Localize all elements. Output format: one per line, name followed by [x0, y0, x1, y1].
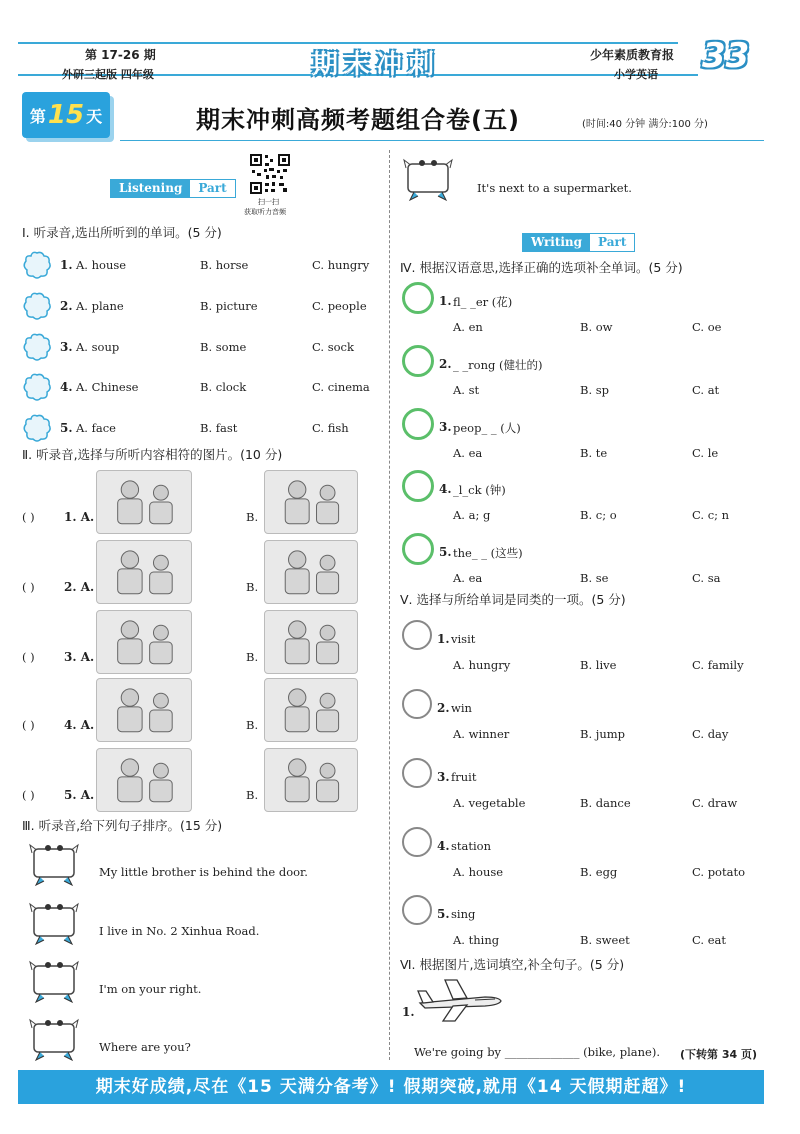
option-c[interactable]: C. eat: [692, 933, 726, 947]
option-b[interactable]: B. dance: [580, 796, 631, 810]
question-word: visit: [451, 632, 476, 646]
option-a[interactable]: A. soup: [76, 340, 120, 354]
picture-option-a[interactable]: [96, 748, 192, 812]
column-divider: [389, 150, 390, 1060]
circle-marker-icon: [402, 827, 432, 857]
option-a[interactable]: A. house: [453, 865, 504, 879]
picture-option-a[interactable]: [96, 540, 192, 604]
section-5-title: Ⅴ. 选择与所给单词是同类的一项。(5 分): [400, 592, 626, 607]
day-suffix: 天: [86, 106, 103, 126]
speech-bubble-icon[interactable]: [28, 1018, 80, 1058]
day-number: 15: [47, 100, 85, 130]
option-c[interactable]: C. people: [312, 299, 367, 313]
question-word: the_ _ (这些): [453, 546, 523, 560]
question-word: fruit: [451, 770, 477, 784]
question-number: 3.: [439, 420, 452, 434]
option-a[interactable]: A. ea: [453, 571, 483, 585]
option-b-label: B.: [246, 510, 259, 524]
circle-marker-icon: [402, 282, 434, 314]
question-number: 4.: [60, 380, 73, 394]
option-b-label: B.: [246, 718, 259, 732]
question-word: _l_ck (钟): [453, 483, 506, 497]
continued-note: (下转第 34 页): [680, 1048, 758, 1061]
question-word: _ _rong (健壮的): [453, 358, 543, 372]
option-a[interactable]: A. Chinese: [76, 380, 139, 394]
question-word: fl_ _er (花): [453, 295, 513, 309]
option-a[interactable]: A. face: [76, 421, 116, 435]
speech-bubble-icon[interactable]: [28, 843, 80, 883]
airplane-picture: [415, 975, 505, 1025]
option-c[interactable]: C. at: [692, 383, 720, 397]
option-a[interactable]: A. en: [453, 320, 483, 334]
question-word: sing: [451, 907, 476, 921]
option-a[interactable]: A. vegetable: [453, 796, 526, 810]
option-b[interactable]: B. te: [580, 446, 608, 460]
sentence-text: I'm on your right.: [99, 982, 202, 996]
circle-marker-icon: [402, 895, 432, 925]
circle-marker-icon: [402, 689, 432, 719]
writing-label: Writing: [523, 234, 590, 251]
picture-option-b[interactable]: [264, 470, 358, 534]
option-b[interactable]: B. egg: [580, 865, 618, 879]
picture-option-b[interactable]: [264, 540, 358, 604]
answer-bracket[interactable]: ( ): [22, 510, 35, 524]
day-badge: [22, 92, 110, 138]
answer-bracket[interactable]: ( ): [22, 580, 35, 594]
option-c[interactable]: C. potato: [692, 865, 746, 879]
option-b[interactable]: B. live: [580, 658, 617, 672]
answer-blank[interactable]: _____________: [504, 1045, 580, 1059]
option-c[interactable]: C. hungry: [312, 258, 370, 272]
exam-meta: (时间:40 分钟 满分:100 分): [582, 119, 708, 130]
question-number: 4.: [439, 482, 452, 496]
footer-banner: 期末好成绩,尽在《15 天满分备考》! 假期突破,就用《14 天假期赶超》!: [18, 1070, 764, 1104]
option-b[interactable]: B. jump: [580, 727, 626, 741]
question-number: 5.: [60, 421, 73, 435]
question-number: 3.: [437, 770, 450, 784]
sentence-options: (bike, plane).: [583, 1045, 660, 1059]
question-word: win: [451, 701, 472, 715]
section-3-title: Ⅲ. 听录音,给下列句子排序。(15 分): [22, 818, 223, 833]
option-c[interactable]: C. cinema: [312, 380, 370, 394]
section-2-title: Ⅱ. 听录音,选择与所听内容相符的图片。(10 分): [22, 447, 283, 462]
part-label: Part: [198, 181, 227, 195]
option-b[interactable]: B. sweet: [580, 933, 630, 947]
option-a[interactable]: A. winner: [453, 727, 510, 741]
banner-title: 期末冲刺: [312, 50, 441, 80]
speech-bubble-icon[interactable]: [28, 902, 80, 942]
question-number: 2. A.: [64, 580, 95, 594]
option-c[interactable]: C. sa: [692, 571, 721, 585]
question-number: 1.: [439, 294, 452, 308]
picture-option-a[interactable]: [96, 678, 192, 742]
option-b-label: B.: [246, 580, 259, 594]
section-6-title: Ⅵ. 根据图片,选词填空,补全句子。(5 分): [400, 957, 625, 972]
question-number: 1. A.: [64, 510, 95, 524]
option-b-label: B.: [246, 650, 259, 664]
option-a[interactable]: A. ea: [453, 446, 483, 460]
title-underline: [120, 140, 764, 141]
circle-marker-icon: [402, 758, 432, 788]
question-number: 2.: [439, 357, 452, 371]
option-c[interactable]: C. family: [692, 658, 744, 672]
answer-bracket[interactable]: ( ): [22, 718, 35, 732]
question-number: 3.: [60, 340, 73, 354]
listening-part-badge: [110, 179, 236, 198]
option-a[interactable]: A. hungry: [453, 658, 511, 672]
picture-option-b[interactable]: [264, 748, 358, 812]
qr-caption-2: 获取听力音频: [244, 208, 286, 216]
sentence-text: It's next to a supermarket.: [477, 181, 632, 195]
question-word: peop_ _ (人): [453, 421, 521, 435]
option-a[interactable]: A. plane: [76, 299, 124, 313]
option-c[interactable]: C. day: [692, 727, 729, 741]
option-c[interactable]: C. le: [692, 446, 719, 460]
option-b[interactable]: B. c; o: [580, 508, 617, 522]
question-number: 4. A.: [64, 718, 95, 732]
day-prefix: 第: [29, 106, 46, 126]
speech-bubble-icon[interactable]: [28, 960, 80, 1000]
answer-bracket[interactable]: ( ): [22, 788, 35, 802]
question-number: 4.: [437, 839, 450, 853]
writing-part-badge: [522, 233, 635, 252]
option-c[interactable]: C. c; n: [692, 508, 730, 522]
option-b[interactable]: B. clock: [200, 380, 247, 394]
issue-label: 第 17-26 期: [85, 48, 156, 62]
speaker-flower-icon[interactable]: [22, 372, 52, 402]
sentence-text: I live in No. 2 Xinhua Road.: [99, 924, 260, 938]
edition-label: 外研三起版 四年级: [62, 68, 154, 81]
picture-option-b[interactable]: [264, 678, 358, 742]
question-number: 5. A.: [64, 788, 95, 802]
picture-option-b[interactable]: [264, 610, 358, 674]
question-number: 5.: [439, 545, 452, 559]
option-b[interactable]: B. se: [580, 571, 609, 585]
newspaper-name: 少年素质教育报: [590, 48, 675, 62]
speaker-flower-icon[interactable]: [22, 291, 52, 321]
option-b[interactable]: B. some: [200, 340, 247, 354]
question-number: 2.: [60, 299, 73, 313]
page-title: 期末冲刺高频考题组合卷(五): [196, 106, 520, 134]
sentence-text: Where are you?: [99, 1040, 191, 1054]
section-4-title: Ⅳ. 根据汉语意思,选择正确的选项补全单词。(5 分): [400, 260, 683, 275]
section-6-number: 1.: [402, 1005, 415, 1019]
picture-option-a[interactable]: [96, 470, 192, 534]
option-c[interactable]: C. draw: [692, 796, 738, 810]
question-number: 3. A.: [64, 650, 95, 664]
option-b-label: B.: [246, 788, 259, 802]
option-b[interactable]: B. horse: [200, 258, 249, 272]
option-a[interactable]: A. st: [453, 383, 480, 397]
subject-label: 小学英语: [614, 68, 658, 81]
circle-marker-icon: [402, 470, 434, 502]
qr-caption-1: 扫一扫: [258, 198, 279, 206]
speech-bubble-icon[interactable]: [402, 158, 454, 198]
question-number: 5.: [437, 907, 450, 921]
answer-bracket[interactable]: ( ): [22, 650, 35, 664]
question-number: 1.: [437, 632, 450, 646]
part-label: Part: [598, 235, 627, 249]
option-c[interactable]: C. fish: [312, 421, 349, 435]
picture-option-a[interactable]: [96, 610, 192, 674]
option-c[interactable]: C. oe: [692, 320, 722, 334]
question-word: station: [451, 839, 492, 853]
option-b[interactable]: B. picture: [200, 299, 258, 313]
option-a[interactable]: A. house: [76, 258, 127, 272]
sentence-start: We're going by: [414, 1045, 502, 1059]
option-b[interactable]: B. sp: [580, 383, 610, 397]
listening-label: Listening: [111, 180, 190, 197]
option-c[interactable]: C. sock: [312, 340, 354, 354]
speaker-flower-icon[interactable]: [22, 332, 52, 362]
question-number: 1.: [60, 258, 73, 272]
circle-marker-icon: [402, 620, 432, 650]
speaker-flower-icon[interactable]: [22, 413, 52, 443]
circle-marker-icon: [402, 408, 434, 440]
option-b[interactable]: B. ow: [580, 320, 613, 334]
circle-marker-icon: [402, 533, 434, 565]
qr-code[interactable]: [249, 153, 291, 195]
section-1-title: Ⅰ. 听录音,选出所听到的单词。(5 分): [22, 225, 222, 240]
page-number: 33: [702, 36, 750, 76]
sentence-text: My little brother is behind the door.: [99, 865, 308, 879]
speaker-flower-icon[interactable]: [22, 250, 52, 280]
circle-marker-icon: [402, 345, 434, 377]
option-b[interactable]: B. fast: [200, 421, 238, 435]
option-a[interactable]: A. a; g: [453, 508, 491, 522]
section-6-sentence: [414, 1045, 660, 1059]
option-a[interactable]: A. thing: [453, 933, 500, 947]
question-number: 2.: [437, 701, 450, 715]
